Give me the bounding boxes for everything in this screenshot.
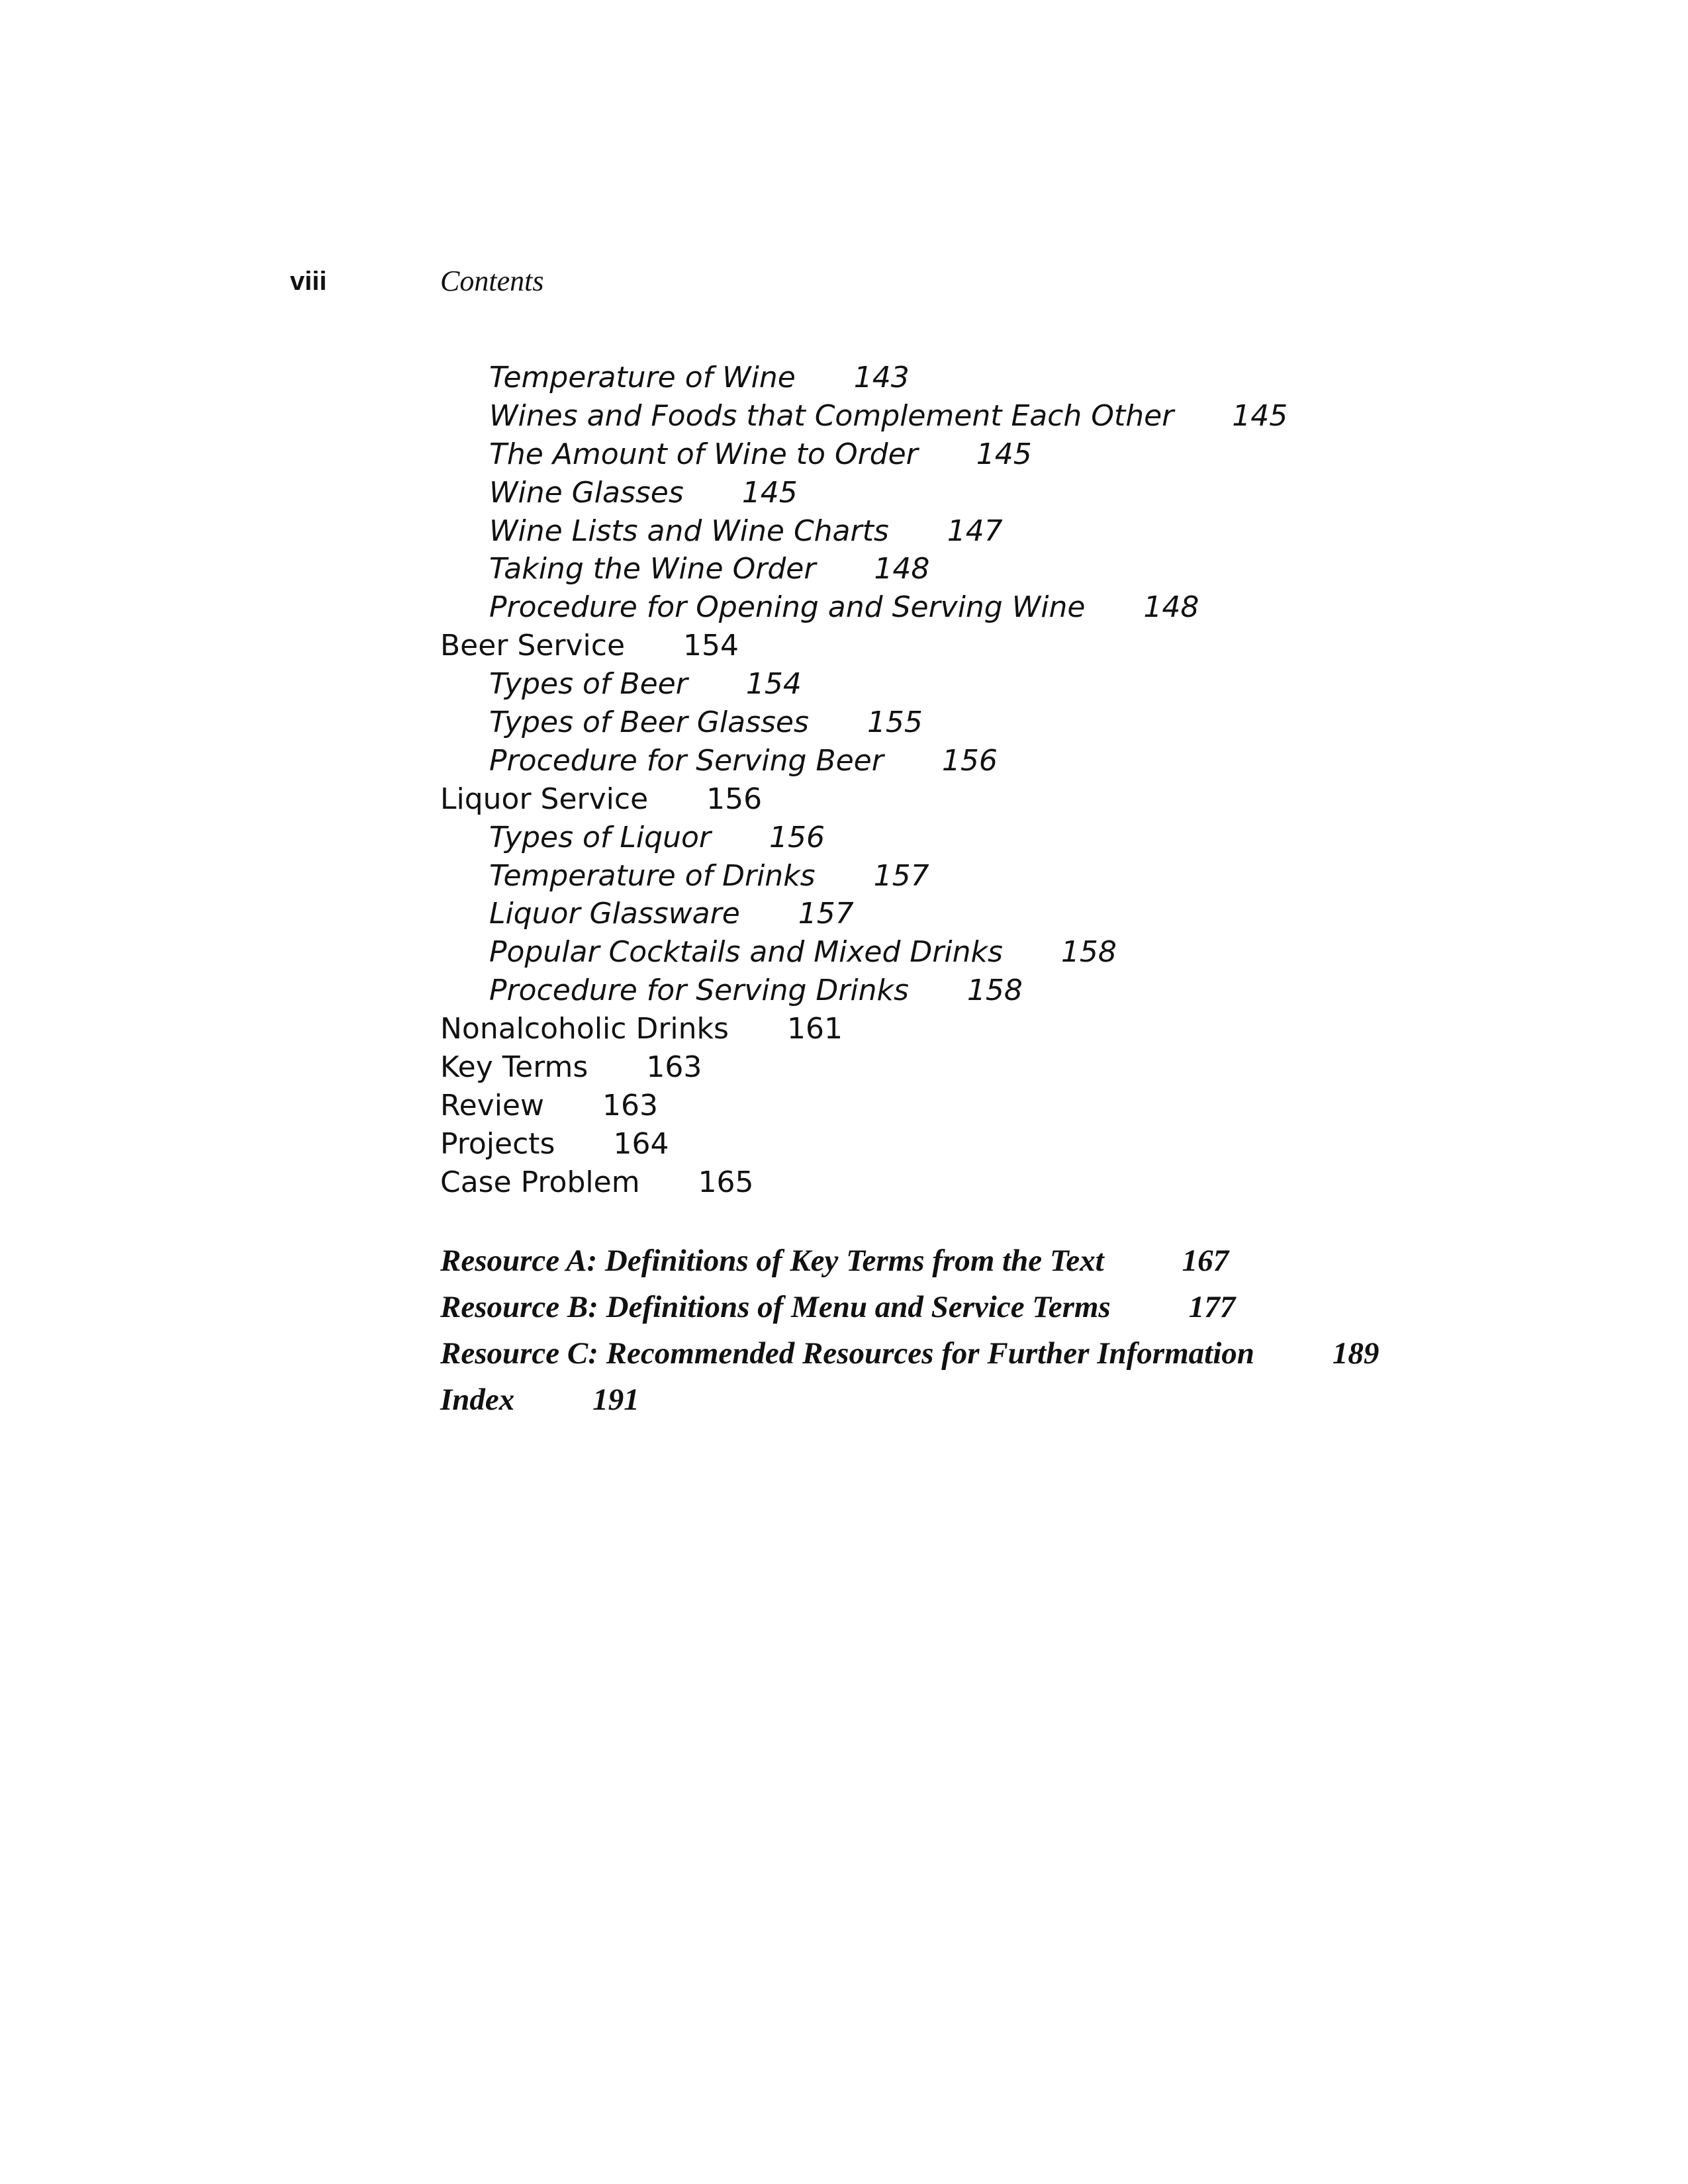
toc-entry-page: 157 bbox=[873, 858, 929, 893]
toc-entry-title: Procedure for Serving Beer bbox=[489, 743, 884, 778]
toc-entry-title: Wine Glasses bbox=[489, 475, 684, 510]
toc-entry-page: 145 bbox=[1232, 398, 1288, 433]
toc-entry-page: 148 bbox=[874, 552, 930, 586]
toc-entry bbox=[440, 1125, 1632, 1163]
table-of-contents bbox=[440, 359, 1632, 1202]
toc-entry-page: 155 bbox=[867, 705, 923, 740]
resource-entry bbox=[440, 1330, 1645, 1377]
toc-list bbox=[440, 359, 1632, 1202]
toc-subentry bbox=[440, 742, 1632, 780]
toc-subentry bbox=[440, 397, 1632, 435]
toc-entry-title: Temperature of Wine bbox=[489, 361, 796, 394]
toc-entry-title: Taking the Wine Order bbox=[489, 552, 816, 586]
toc-entry-title: Popular Cocktails and Mixed Drinks bbox=[489, 935, 1003, 970]
toc-entry-title: Wines and Foods that Complement Each Other bbox=[489, 398, 1174, 433]
toc-entry-page: 156 bbox=[941, 743, 998, 778]
toc-entry-page: 156 bbox=[769, 820, 825, 854]
toc-entry bbox=[440, 1163, 1632, 1202]
toc-entry-title: Procedure for Serving Drinks bbox=[489, 974, 909, 1008]
toc-entry-page: 165 bbox=[698, 1165, 754, 1199]
toc-entry bbox=[440, 627, 1632, 665]
toc-entry-page: 163 bbox=[602, 1088, 658, 1122]
toc-entry-page: 145 bbox=[976, 437, 1032, 471]
resource-list bbox=[440, 1238, 1645, 1423]
resource-entry-title: Index bbox=[440, 1383, 515, 1417]
toc-entry-title: Review bbox=[440, 1088, 544, 1122]
toc-entry-page: 154 bbox=[683, 629, 739, 663]
toc-entry-title: Types of Beer Glasses bbox=[489, 705, 809, 740]
toc-subentry bbox=[440, 857, 1632, 895]
toc-entry-title: Wine Lists and Wine Charts bbox=[489, 514, 889, 548]
toc-entry-title: Beer Service bbox=[440, 629, 626, 663]
toc-entry-page: 148 bbox=[1143, 590, 1199, 625]
toc-entry bbox=[440, 780, 1632, 819]
toc-entry-title: Types of Liquor bbox=[489, 820, 711, 854]
running-head bbox=[0, 261, 1688, 301]
resource-entry-title: Resource B: Definitions of Menu and Service Terms bbox=[440, 1290, 1111, 1324]
toc-entry-page: 154 bbox=[745, 667, 802, 702]
resource-entry bbox=[440, 1238, 1645, 1284]
toc-entry-title: The Amount of Wine to Order bbox=[489, 437, 918, 471]
toc-subentry bbox=[440, 435, 1632, 474]
toc-entry-title: Liquor Service bbox=[440, 782, 649, 816]
page-number: viii bbox=[290, 267, 327, 296]
toc-entry-title: Liquor Glassware bbox=[489, 897, 740, 931]
toc-entry-title: Types of Beer bbox=[489, 667, 688, 702]
toc-entry-page: 161 bbox=[786, 1012, 843, 1046]
running-head-title: Contents bbox=[440, 265, 544, 297]
resource-entry-page: 191 bbox=[592, 1383, 639, 1417]
back-matter-list bbox=[440, 1238, 1645, 1423]
toc-entry-page: 163 bbox=[646, 1050, 702, 1085]
toc-entry-title: Case Problem bbox=[440, 1165, 640, 1199]
resource-entry-title: Resource A: Definitions of Key Terms from the Text bbox=[440, 1244, 1104, 1278]
toc-entry bbox=[440, 1087, 1632, 1125]
resource-entry-page: 167 bbox=[1182, 1244, 1229, 1278]
toc-subentry bbox=[440, 359, 1632, 397]
toc-entry-page: 143 bbox=[853, 361, 910, 394]
toc-subentry bbox=[440, 933, 1632, 972]
resource-entry bbox=[440, 1284, 1645, 1330]
toc-subentry bbox=[440, 819, 1632, 857]
toc-entry bbox=[440, 1048, 1632, 1087]
resource-entry-page: 177 bbox=[1188, 1290, 1236, 1324]
toc-subentry bbox=[440, 665, 1632, 704]
toc-entry-title: Procedure for Opening and Serving Wine bbox=[489, 590, 1086, 625]
toc-subentry bbox=[440, 972, 1632, 1010]
resource-entry-page: 189 bbox=[1332, 1336, 1380, 1371]
toc-entry-page: 158 bbox=[1060, 935, 1117, 970]
toc-subentry bbox=[440, 550, 1632, 588]
toc-entry-page: 164 bbox=[613, 1126, 669, 1161]
toc-subentry bbox=[440, 474, 1632, 512]
toc-entry-title: Projects bbox=[440, 1126, 555, 1161]
toc-entry bbox=[440, 1010, 1632, 1048]
resource-entry-title: Resource C: Recommended Resources for Further Information bbox=[440, 1336, 1254, 1371]
toc-entry-title: Key Terms bbox=[440, 1050, 588, 1085]
toc-entry-page: 145 bbox=[741, 475, 798, 510]
toc-subentry bbox=[440, 588, 1632, 627]
toc-entry-page: 156 bbox=[706, 782, 763, 816]
toc-entry-page: 157 bbox=[798, 897, 854, 931]
toc-entry-page: 147 bbox=[947, 514, 1003, 548]
resource-entry bbox=[440, 1377, 1645, 1423]
toc-subentry bbox=[440, 895, 1632, 933]
toc-subentry bbox=[440, 512, 1632, 551]
toc-entry-page: 158 bbox=[966, 974, 1023, 1008]
toc-subentry bbox=[440, 704, 1632, 742]
toc-entry-title: Temperature of Drinks bbox=[489, 858, 816, 893]
toc-entry-title: Nonalcoholic Drinks bbox=[440, 1012, 729, 1046]
